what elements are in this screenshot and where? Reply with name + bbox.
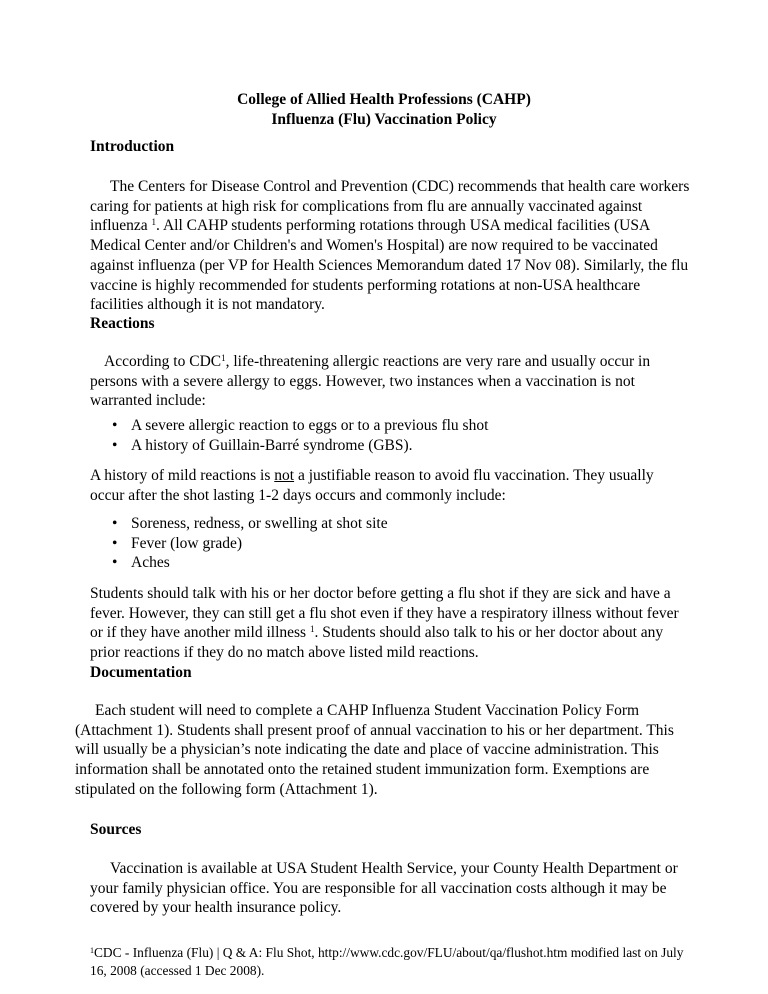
title-line-2: Influenza (Flu) Vaccination Policy [271, 111, 497, 128]
heading-documentation: Documentation [90, 664, 192, 681]
underlined-not: not [274, 467, 295, 484]
reactions-p3-text-a: Students should talk with his or her doctor before getting a flu shot if they are sick and have a fever. However, they can still get a flu shot even if they have a respiratory illness without fever or if they have another mild illness [90, 585, 679, 642]
contraindication-list [90, 416, 488, 455]
list-item: • Fever (low grade) [90, 534, 388, 554]
footnote [90, 944, 690, 979]
list-item: • Aches [90, 553, 388, 573]
list-item: • A severe allergic reaction to eggs or to a previous flu shot [90, 416, 488, 436]
footnote-text: CDC - Influenza (Flu) | Q & A: Flu Shot, http://www.cdc.gov/FLU/about/qa/flushot.htm modified last on July 16, 2008 (accessed 1 Dec 2008). [90, 945, 684, 978]
introduction-text-b: . All CAHP students performing rotations through USA medical facilities (USA Medical Center and/or Children's and Women's Hospital) are now required to be vaccinated against influenza (per VP for Health Sciences Memorandum dated 17 Nov 08). Similarly, the flu vaccine is highly recommended for students performing rotations at non-USA healthcare facilities although it is not mandatory. [90, 217, 689, 314]
reactions-p2-text-a: A history of mild reactions is [90, 467, 275, 484]
footnote-ref: 1 [221, 353, 226, 363]
reactions-paragraph-1 [90, 352, 690, 411]
list-item: • A history of Guillain-Barré syndrome (GBS). [90, 436, 488, 456]
document-title [0, 90, 768, 130]
footnote-marker: 1 [90, 946, 94, 955]
reactions-paragraph-2 [90, 466, 690, 505]
reactions-text-b: , life-threatening allergic reactions are very rare and usually occur in persons with a severe allergy to eggs. However, two instances when a vaccination is not warranted include: [90, 353, 651, 410]
reactions-text-a: According to CDC [104, 353, 222, 370]
footnote-ref: 1 [151, 217, 157, 228]
reactions-paragraph-3 [90, 584, 690, 663]
title-line-1: College of Allied Health Professions (CAHP) [237, 91, 531, 108]
mild-reactions-list [90, 514, 388, 573]
introduction-paragraph [90, 177, 690, 315]
documentation-paragraph: Each student will need to complete a CAHP Influenza Student Vaccination Policy Form (Attachment 1). Students shall present proof of annual vaccination to his or her department. This will usually be a physician’s note indicating the date and place of vaccine administration. This information shall be annotated onto the retained student immunization form. Exemptions are stipulated on the following form (Attachment 1). [75, 702, 674, 798]
heading-introduction: Introduction [90, 138, 175, 155]
heading-sources: Sources [90, 821, 142, 838]
introduction-text-a: The Centers for Disease Control and Prevention (CDC) recommends that health care workers caring for patients at high risk for complications from flu are annually vaccinated against influenza [90, 178, 690, 235]
sources-paragraph: Vaccination is available at USA Student Health Service, your County Health Department or your family physician office. You are responsible for all vaccination costs although it may be covered by your health insurance policy. [90, 860, 678, 917]
reactions-p3-text-b: . Students should also talk to his or her doctor about any prior reactions if they do no match above listed mild reactions. [90, 624, 664, 662]
list-item: • Soreness, redness, or swelling at shot site [90, 514, 388, 534]
reactions-p2-text-b: a justifiable reason to avoid flu vaccination. They usually occur after the shot lasting 1-2 days occurs and commonly include: [90, 467, 654, 504]
heading-reactions: Reactions [90, 315, 155, 332]
footnote-ref: 1 [309, 624, 315, 635]
